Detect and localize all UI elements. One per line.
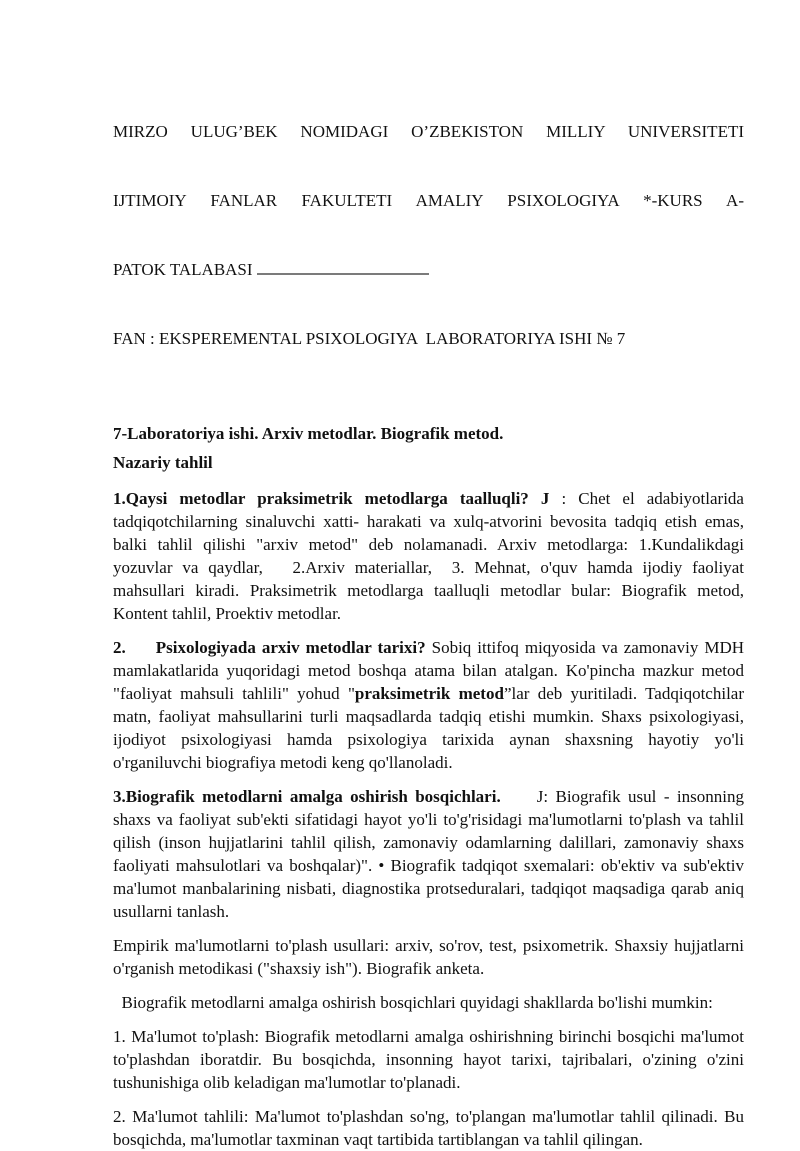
paragraph-3-bold-leadin: 3.Biografik metodlarni amalga oshirish bosqichlari. — [113, 787, 501, 806]
paragraph-stages-intro: Biografik metodlarni amalga oshirish bosqichlari quyidagi shakllarda bo'lishi mumkin: — [113, 993, 713, 1012]
paragraph-question-3 — [113, 785, 749, 923]
paragraph-question-2 — [113, 636, 749, 774]
lab-title-heading: 7-Laboratoriya ishi. Arxiv metodlar. Biografik metod. — [113, 424, 504, 443]
header-line-faculty: IJTIMOIY FANLAR FAKULTETI AMALIY PSIXOLOGIYA *-KURS A- — [113, 191, 744, 210]
paragraph-empirical-methods: Empirik ma'lumotlarni to'plash usullari: arxiv, so'rov, test, psixometrik. Shaxsiy hujjatlarni o'rganish metodikasi ("shaxsiy ish"). Biografik anketa. — [113, 936, 749, 978]
header-student-label: PATOK TALABASI — [113, 260, 257, 279]
paragraph-question-1 — [113, 487, 749, 625]
header-line-student — [113, 258, 744, 281]
header-line-subject: FAN : EKSPEREMENTAL PSIXOLOGIYA LABORATORIYA ISHI № 7 — [113, 329, 626, 348]
paragraph-2-number: 2. — [113, 638, 126, 657]
paragraph-stage-1: 1. Ma'lumot to'plash: Biografik metodlarni amalga oshirishning birinchi bosqichi ma'lumot to'plashdan iboratdir. Bu bosqichda, insonning hayot tarixi, tajribalari, o'zining o'zini tushunishiga olib keladigan ma'lumotlar to'planadi. — [113, 1027, 749, 1092]
paragraph-2-body-a: Sobiq ittifoq miqyosida va zamonaviy MDH mamlakatlarida yuqoridagi metod boshqa atama bilan atalgan. Ko'pincha mazkur metod "faoliyat mahsuli tahlili" yohud " — [113, 638, 749, 703]
paragraph-2-bold-inline: praksimetrik metod — [354, 684, 504, 703]
tab-spacer — [501, 801, 537, 802]
paragraph-1-body: : Chet el adabiyotlarida tadqiqotchilarning sinaluvchi xatti- harakati va xulq-atvorini bevosita tadqiq etish emas, balki tahlil qilishi "arxiv metod" deb nolamanadi. Arxiv metodlarga: 1.Kundalikdagi yozuvlar va qaydlar, 2.Arxiv materiallar, 3. Mehnat, o'quv hamda ijodiy faoliyat mahsullari kiradi. Praksimetrik metodlarga taalluqli metodlar bular: Biografik metod, Kontent tahlil, Proektiv metodlar. — [113, 489, 749, 623]
paragraph-stage-2: 2. Ma'lumot tahlili: Ma'lumot to'plashdan so'ng, to'plangan ma'lumotlar tahlil qilinadi. Bu bosqichda, ma'lumotlar taxminan vaqt tartibida tartiblangan va tahlil qilingan. — [113, 1107, 749, 1149]
section-heading: Nazariy tahlil — [113, 453, 213, 472]
paragraph-2-bold-leadin: Psixologiyada arxiv metodlar tarixi? — [155, 638, 426, 657]
student-name-blank-line — [257, 260, 429, 275]
header-line-university: MIRZO ULUG’BEK NOMIDAGI O’ZBEKISTON MILLIY UNIVERSITETI — [113, 122, 744, 141]
paragraph-3-body: J: Biografik usul - insonning shaxs va faoliyat sub'ekti sifatidagi hayot yo'li to'g'risidagi ma'lumotlarni to'plash va tahlil qilish (inson hujjatlarini tahlil qilish, zamonaviy odamlarning dalillari, zamonaviy shaxs faoliyati mahsulotlari va boshqalar)". • Biografik tadqiqot sxemalari: ob'ektiv va sub'ektiv ma'lumot manbalarining nisbati, diagnostika protseduralari, tadqiqot maqsadiga qarab aniq usullarni tanlash. — [113, 787, 749, 921]
document-header — [113, 74, 744, 396]
tab-spacer — [126, 652, 156, 653]
paragraph-2-body-b: ”lar deb yuritiladi. Tadqiqotchilar matn, faoliyat mahsullarini turli maqsadlarda tadqiq etishi mumkin. Shaxs psixologiyasi, ijodiyot psixologiyasi hamda psixologiya tarixida aynan shaxsning hayotiy yo'li o'rganiluvchi biografiya metodi keng qo'llanoladi. — [113, 684, 749, 772]
paragraph-1-bold-leadin: 1.Qaysi metodlar praksimetrik metodlarga taalluqli? J — [113, 489, 550, 508]
